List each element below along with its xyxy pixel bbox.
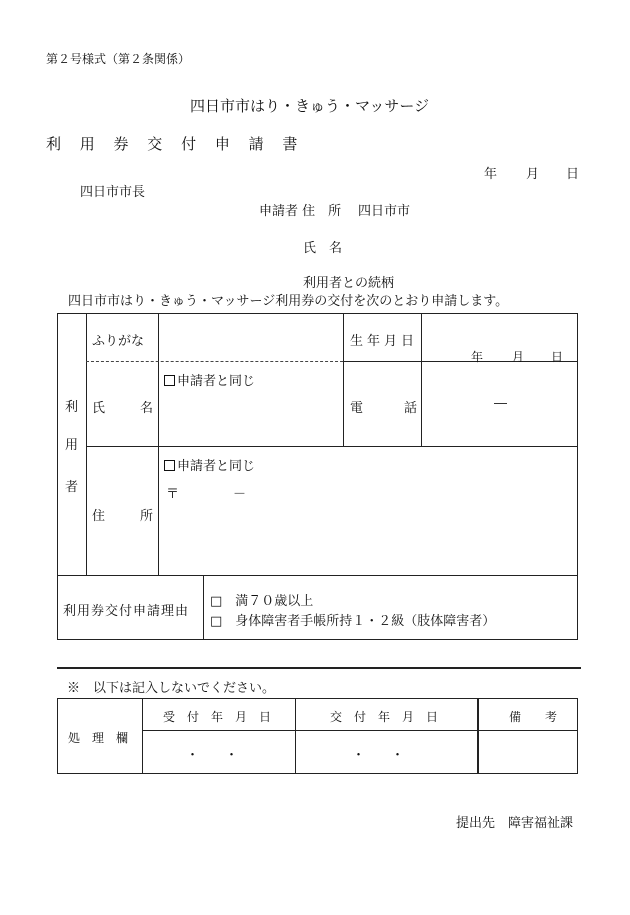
name-label-1: 氏 [92,401,106,416]
submit-to: 提出先 障害福祉課 [456,816,574,831]
checkbox-icon[interactable] [164,375,175,386]
address-same-as-applicant[interactable]: 申請者と同じ [164,455,255,474]
birth-year: 年 [471,350,484,364]
applicant-name-label: 氏 名 [303,241,343,256]
applicant-address-value: 四日市市 [358,204,411,219]
received-date-dots: ・ ・ [186,748,239,763]
issued-date-label: 交 付 年 月 日 [330,710,439,724]
postal-mark: 〒 [166,487,180,502]
name-field[interactable] [159,390,342,445]
birth-date-label: 生年月日 [350,334,419,349]
date-month: 月 [526,167,540,182]
applicant-address-label: 申請者 住 所 [259,204,342,219]
date-day: 日 [566,167,580,182]
user-label-3: 者 [65,480,79,495]
intro-text: 四日市市はり・きゅう・マッサージ利用券の交付を次のとおり申請します。 [68,294,509,309]
issued-date-dots: ・ ・ [352,748,405,763]
phone-dash: ― [494,396,507,411]
furigana-field[interactable] [159,314,342,360]
address-field[interactable] [159,500,576,574]
postal-dash: － [233,487,247,502]
phone-label-2: 話 [404,401,418,416]
address-label-1: 住 [92,509,106,524]
reason-label: 利用券交付申請理由 [63,604,190,619]
phone-field[interactable] [422,362,577,446]
reason-age-70[interactable]: □ 満７０歳以上 [210,594,314,609]
user-label-2: 用 [65,438,79,453]
name-same-as-applicant[interactable]: 申請者と同じ [164,370,255,389]
form-subtitle: 利 用 券 交 付 申 請 書 [46,135,300,153]
received-date-label: 受 付 年 月 日 [163,710,272,724]
checkbox-icon[interactable] [164,460,175,471]
relation-label: 利用者との続柄 [303,276,395,291]
addressee: 四日市市長 [80,185,146,200]
section-divider [57,667,581,669]
address-label-2: 所 [140,509,154,524]
form-number: 第２号様式（第２条関係） [46,52,191,66]
birth-day: 日 [551,350,564,364]
reason-disability[interactable]: □ 身体障害者手帳所持１・２級（肢体障害者） [210,614,496,629]
name-label-2: 名 [140,401,154,416]
user-label-1: 利 [65,400,79,415]
processing-label: 処 理 欄 [68,731,129,745]
furigana-label: ふりがな [92,334,145,349]
remarks-label: 備 考 [509,710,558,724]
form-title: 四日市市はり・きゅう・マッサージ [190,97,430,115]
office-note: ※ 以下は記入しないでください。 [67,681,276,696]
date-year: 年 [484,167,498,182]
phone-label-1: 電 [350,401,364,416]
birth-month: 月 [512,350,525,364]
